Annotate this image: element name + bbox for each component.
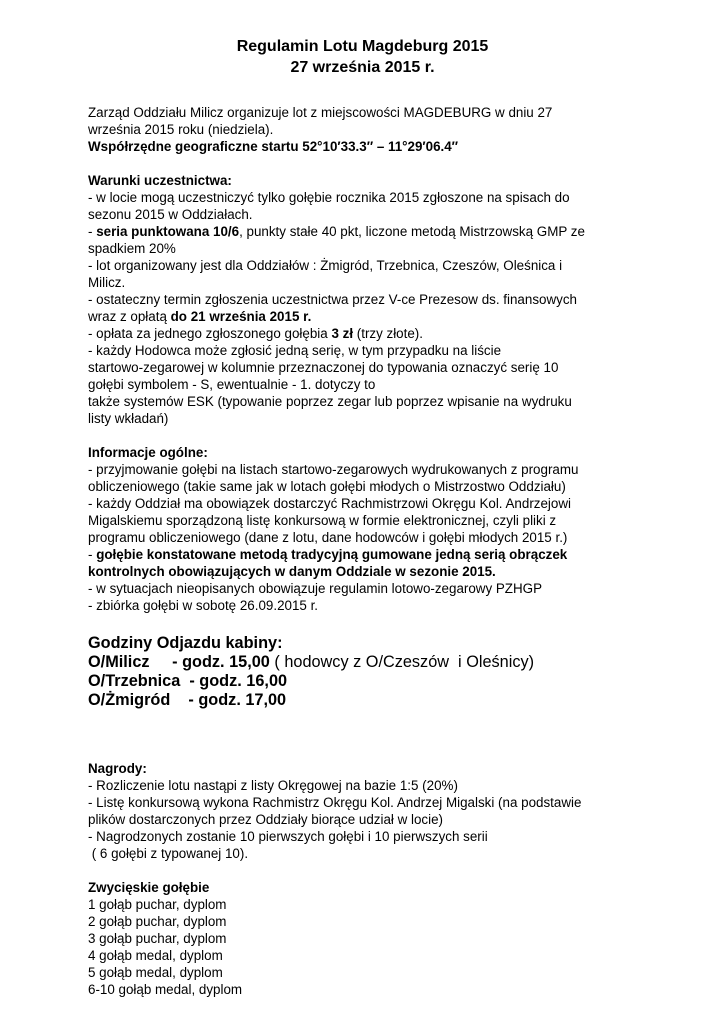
prize-line: - Listę konkursową wykona Rachmistrz Okręgu Kol. Andrzej Migalski (na podstawie (88, 795, 582, 810)
info-line: obliczeniowego (takie same jak w lotach gołębi młodych o Mistrzostwo Oddziału) (88, 479, 566, 494)
info-line: - przyjmowanie gołębi na listach startowo-zegarowych wydrukowanych z programu (88, 462, 579, 477)
prize-line: - Rozliczenie lotu nastąpi z listy Okręgowej na bazie 1:5 (20%) (88, 778, 458, 793)
info-line: kontrolnych obowiązujących w danym Oddziale w sezonie 2015. (88, 564, 496, 579)
section-heading-warunki: Warunki uczestnictwa: (88, 173, 232, 188)
info-line: - w sytuacjach nieopisanych obowiązuje regulamin lotowo-zegarowy PZHGP (88, 581, 543, 596)
intro-line: września 2015 roku (niedziela). (88, 122, 274, 137)
rule-line: także systemów ESK (typowanie poprzez zegar lub poprzez wpisanie na wydruku (88, 394, 572, 409)
rule-line: - każdy Hodowca może zgłosić jedną serię, w tym przypadku na liście (88, 343, 502, 358)
prize-line: plików dostarczonych przez Oddziały biorące udział w locie) (88, 812, 444, 827)
winner-item: 1 gołąb puchar, dyplom (88, 897, 227, 912)
start-coordinates: Współrzędne geograficzne startu 52°10′33.3″ – 11°29′06.4″ (88, 139, 459, 154)
winner-item: 2 gołąb puchar, dyplom (88, 914, 227, 929)
departure-trzebnica: O/Trzebnica - godz. 16,00 (88, 672, 288, 690)
winner-item: 5 gołąb medal, dyplom (88, 965, 223, 980)
rule-line: listy wkładań) (88, 411, 169, 426)
rule-line: - opłata za jednego zgłoszonego gołębia 3 zł (trzy złote). (88, 326, 423, 341)
rule-line: gołębi symbolem - S, ewentualnie - 1. dotyczy to (88, 377, 376, 392)
departure-milicz: O/Milicz - godz. 15,00 ( hodowcy z O/Czeszów i Oleśnicy) (88, 653, 535, 671)
rule-line: startowo-zegarowej w kolumnie przeznaczonej do typowania oznaczyć serię 10 (88, 360, 559, 375)
rule-line: - ostateczny termin zgłoszenia uczestnictwa przez V-ce Prezesow ds. finansowych (88, 292, 577, 307)
winner-item: 3 gołąb puchar, dyplom (88, 931, 227, 946)
info-line: programu obliczeniowego (dane z lotu, dane hodowców i gołębi młodych 2015 r.) (88, 530, 568, 545)
section-heading-informacje: Informacje ogólne: (88, 445, 208, 460)
document-title: Regulamin Lotu Magdeburg 2015 (236, 38, 489, 55)
section-heading-zwyciezkie: Zwycięskie gołębie (88, 880, 210, 895)
winner-item: 6-10 gołąb medal, dyplom (88, 982, 243, 997)
section-heading-godziny: Godziny Odjazdu kabiny: (88, 634, 283, 652)
rule-line: spadkiem 20% (88, 241, 176, 256)
document-date: 27 września 2015 r. (290, 59, 435, 76)
info-line: Migalskiemu sporządzoną listę konkursową w formie elektronicznej, czyli pliki z (88, 513, 557, 528)
rule-line: Milicz. (88, 275, 126, 290)
bold-text: do 21 września 2015 r. (170, 309, 312, 324)
prize-line: - Nagrodzonych zostanie 10 pierwszych gołębi i 10 pierwszych serii (88, 829, 488, 844)
rule-line: - w locie mogą uczestniczyć tylko gołębie rocznika 2015 zgłoszone na spisach do (88, 190, 570, 205)
rule-line: - lot organizowany jest dla Oddziałów : Żmigród, Trzebnica, Czeszów, Oleśnica i (88, 258, 563, 273)
prize-line: ( 6 gołębi z typowanej 10). (88, 846, 249, 861)
winner-item: 4 gołąb medal, dyplom (88, 948, 223, 963)
bold-text: seria punktowana 10/6 (96, 224, 240, 239)
departure-zmigrod: O/Żmigród - godz. 17,00 (88, 691, 287, 709)
bold-text: gołębie konstatowane metodą tradycyjną gumowane jedną serią obrączek (96, 547, 568, 562)
info-line: - gołębie konstatowane metodą tradycyjną gumowane jedną serią obrączek (88, 547, 568, 562)
rule-line: sezonu 2015 w Oddziałach. (88, 207, 253, 222)
bold-text: 3 zł (331, 326, 354, 341)
rule-line: wraz z opłatą do 21 września 2015 r. (88, 309, 312, 324)
document-body (88, 104, 648, 998)
section-heading-nagrody: Nagrody: (88, 761, 147, 776)
intro-line: Zarząd Oddziału Milicz organizuje lot z miejscowości MAGDEBURG w dniu 27 (88, 105, 553, 120)
info-line: - każdy Oddział ma obowiązek dostarczyć Rachmistrzowi Okręgu Kol. Andrzejowi (88, 496, 571, 511)
info-line: - zbiórka gołębi w sobotę 26.09.2015 r. (88, 598, 319, 613)
rule-line: - seria punktowana 10/6, punkty stałe 40 pkt, liczone metodą Mistrzowską GMP ze (88, 224, 585, 239)
